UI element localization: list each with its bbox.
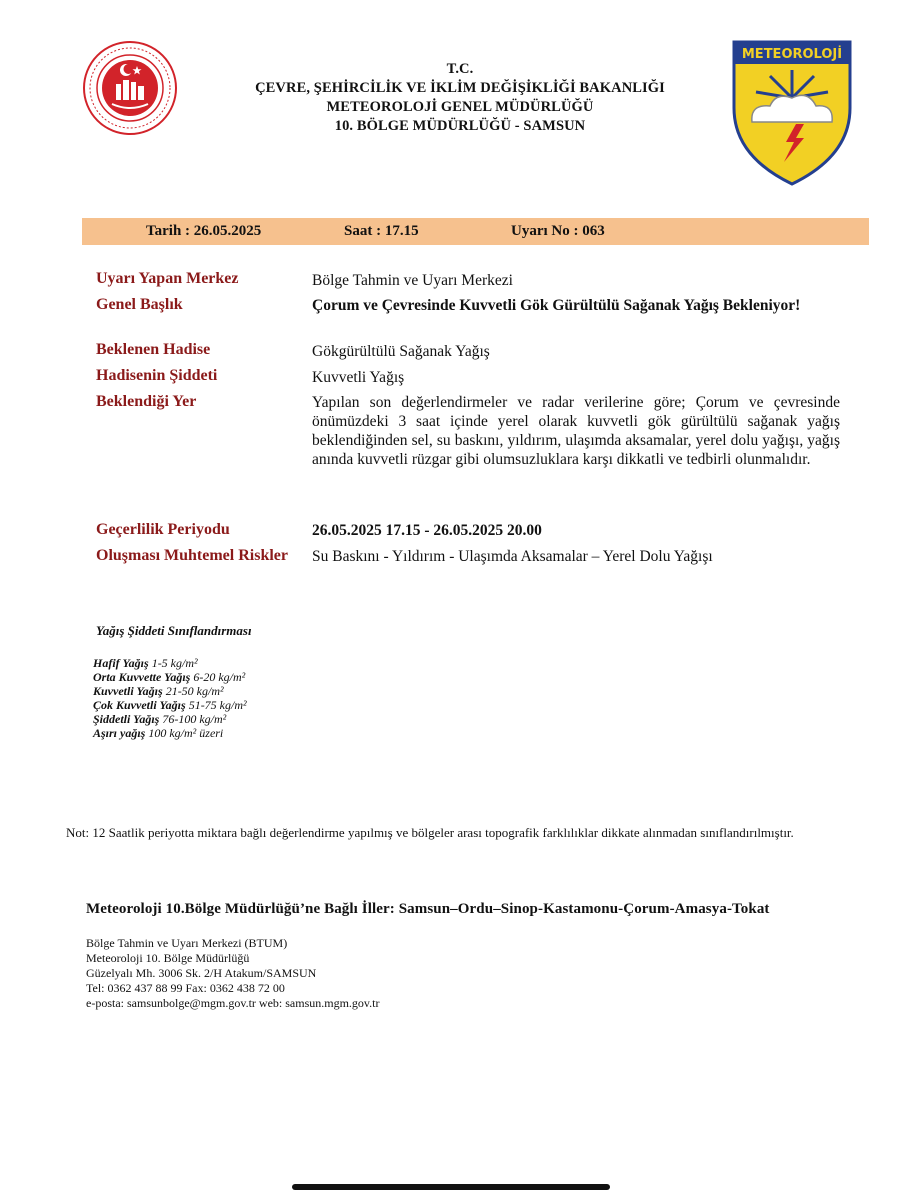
classification-item-range: 21-50 kg/m² [162, 684, 224, 698]
header-line-ministry: ÇEVRE, ŞEHİRCİLİK VE İKLİM DEĞİŞİKLİĞİ BAKANLIĞI [255, 80, 665, 96]
classification-item-name: Kuvvetli Yağış [93, 684, 163, 698]
classification-item [93, 698, 247, 712]
validity-value: 26.05.2025 17.15 - 26.05.2025 20.00 [312, 522, 542, 539]
center-label: Uyarı Yapan Merkez [96, 270, 239, 287]
classification-note: Not: 12 Saatlik periyotta miktara bağlı değerlendirme yapılmış ve bölgeler arası topografik farklılıklar dikkate alınmadan sınıflandırılmıştır. [66, 825, 794, 840]
center-value: Bölge Tahmin ve Uyarı Merkezi [312, 272, 513, 289]
ministry-header [180, 60, 740, 136]
classification-item-name: Şiddetli Yağış [93, 712, 160, 726]
classification-item-range: 51-75 kg/m² [185, 698, 247, 712]
contact-address [86, 936, 379, 1011]
classification-item [93, 656, 247, 670]
classification-item [93, 684, 247, 698]
address-street: Güzelyalı Mh. 3006 Sk. 2/H Atakum/SAMSUN [86, 966, 317, 980]
classification-item-range: 100 kg/m² üzeri [145, 726, 224, 740]
classification-item-name: Aşırı yağış [93, 726, 146, 740]
address-directorate: Meteoroloji 10. Bölge Müdürlüğü [86, 951, 250, 965]
classification-item-range: 6-20 kg/m² [190, 670, 246, 684]
mgm-logo-lettering: METEOROLOJİ [741, 47, 843, 62]
address-phone-fax: Tel: 0362 437 88 99 Fax: 0362 438 72 00 [86, 981, 285, 995]
ministry-seal-logo [82, 40, 178, 136]
event-label: Beklenen Hadise [96, 341, 211, 358]
header-line-directorate: METEOROLOJİ GENEL MÜDÜRLÜĞÜ [326, 99, 594, 115]
classification-item-range: 1-5 kg/m² [148, 656, 198, 670]
address-center: Bölge Tahmin ve Uyarı Merkezi (BTUM) [86, 936, 288, 950]
warning-date: Tarih : 26.05.2025 [146, 223, 262, 239]
affiliated-provinces: Meteoroloji 10.Bölge Müdürlüğü’ne Bağlı İller: Samsun–Ordu–Sinop-Kastamonu-Çorum-Amasya-Tokat [86, 901, 770, 917]
risks-label: Oluşması Muhtemel Riskler [96, 547, 288, 564]
classification-item-name: Çok Kuvvetli Yağış [93, 698, 186, 712]
validity-label: Geçerlilik Periyodu [96, 521, 230, 538]
classification-item [93, 726, 247, 740]
warning-time: Saat : 17.15 [344, 223, 419, 239]
risks-value: Su Baskını - Yıldırım - Ulaşımda Aksamalar – Yerel Dolu Yağışı [312, 548, 713, 565]
headline-label: Genel Başlık [96, 296, 183, 313]
address-email-web: e-posta: samsunbolge@mgm.gov.tr web: samsun.mgm.gov.tr [86, 996, 380, 1010]
header-line-tc: T.C. [446, 61, 474, 77]
classification-title: Yağış Şiddeti Sınıflandırması [96, 623, 252, 638]
home-indicator[interactable] [292, 1184, 610, 1190]
event-value: Gökgürültülü Sağanak Yağış [312, 343, 490, 360]
warning-number: Uyarı No : 063 [511, 223, 605, 239]
severity-label: Hadisenin Şiddeti [96, 367, 218, 384]
meteoroloji-shield-logo [730, 38, 854, 186]
classification-item [93, 670, 247, 684]
headline-value: Çorum ve Çevresinde Kuvvetli Gök Gürültülü Sağanak Yağış Bekleniyor! [312, 297, 801, 314]
warning-info-bar [82, 218, 869, 245]
location-value: Yapılan son değerlendirmeler ve radar verilerine göre; Çorum ve çevresinde önümüzdeki 3 saat içinde yerel olarak kuvvetli gök gürültülü sağanak yağış beklendiğinden sel, su baskını, yıldırım, ulaşımda aksamalar, yerel dolu yağışı, yağış anında kuvvetli rüzgar gibi olumsuzluklara karşı dikkatli ve tedbirli olunmalıdır. [312, 394, 840, 468]
classification-list [93, 656, 247, 740]
location-label: Beklendiği Yer [96, 393, 197, 410]
severity-value: Kuvvetli Yağış [312, 369, 405, 386]
header-line-region: 10. BÖLGE MÜDÜRLÜĞÜ - SAMSUN [334, 118, 586, 134]
classification-item-name: Orta Kuvvette Yağış [93, 670, 191, 684]
classification-item-name: Hafif Yağış [93, 656, 149, 670]
classification-item-range: 76-100 kg/m² [159, 712, 227, 726]
classification-item [93, 712, 247, 726]
